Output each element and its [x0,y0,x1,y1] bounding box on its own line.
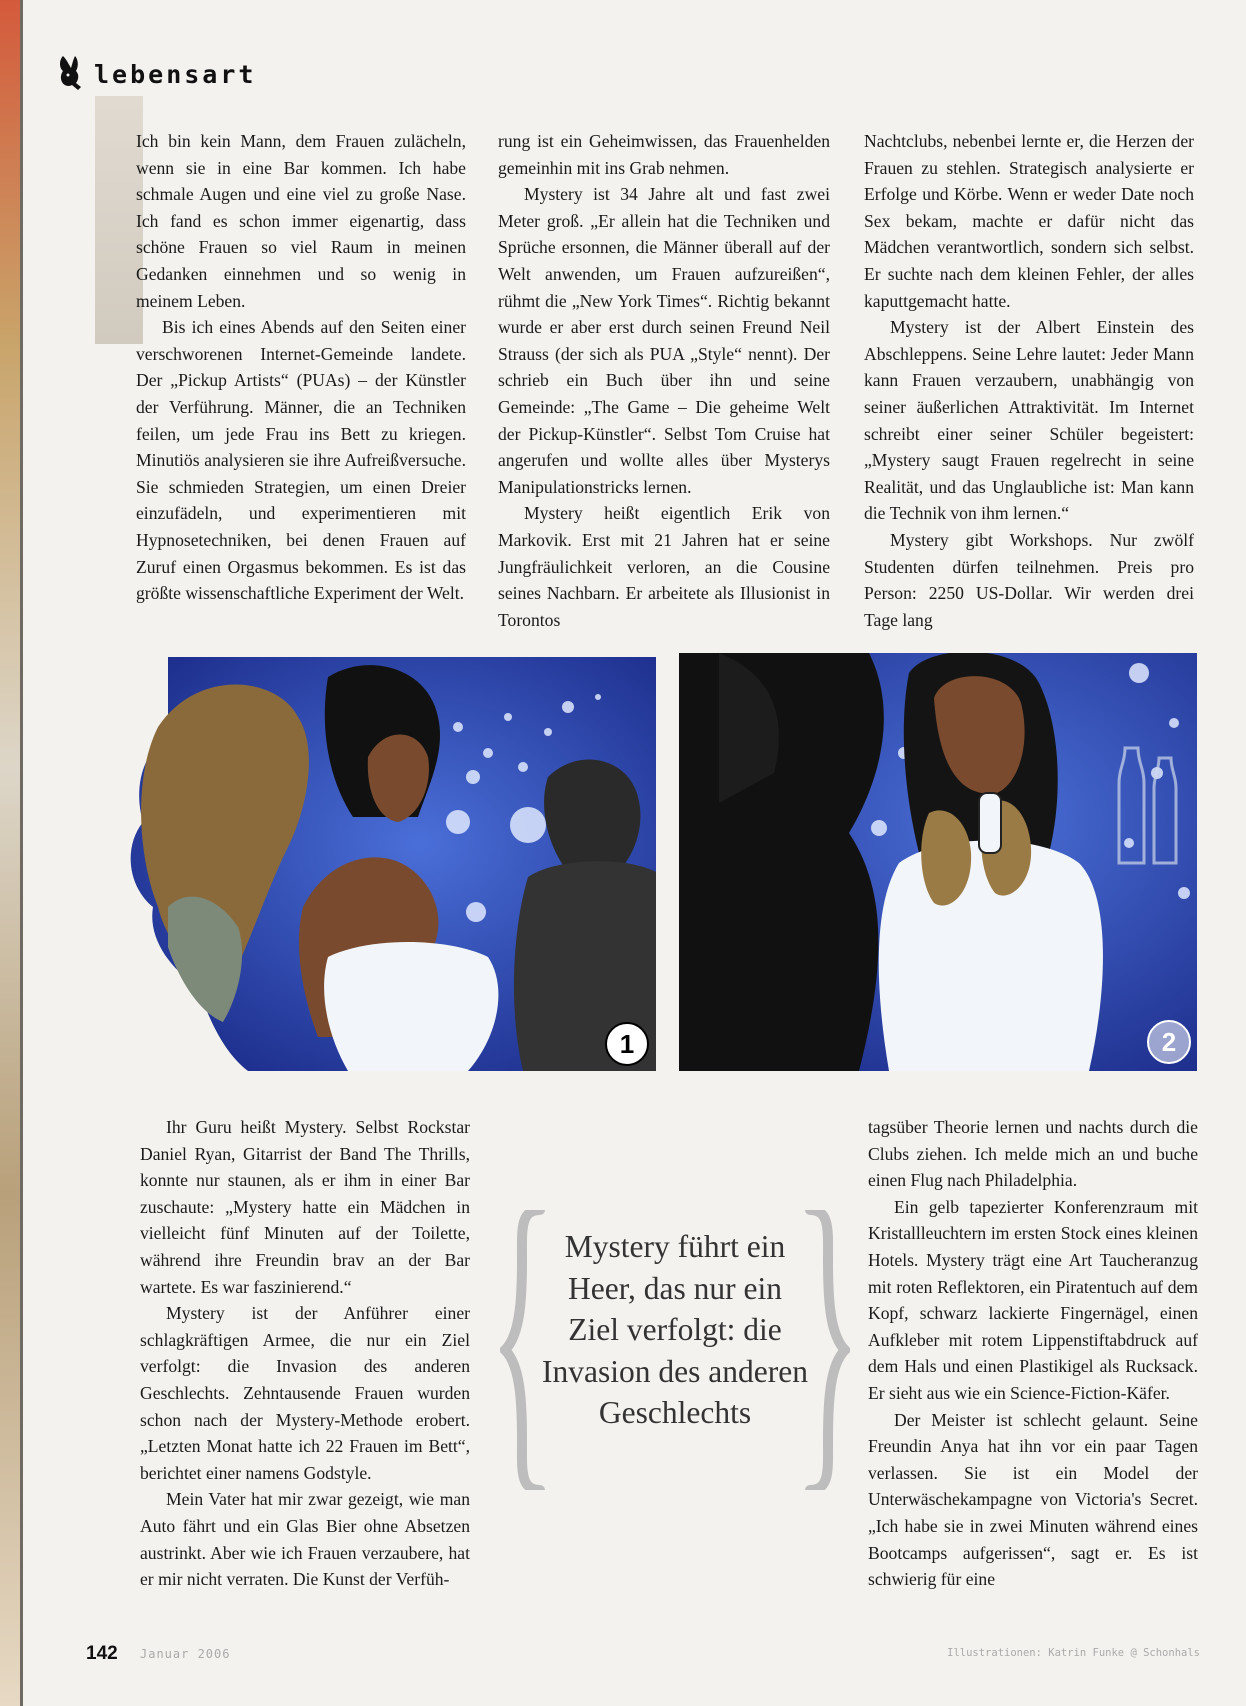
illustration-bar-scene-1 [128,657,656,1071]
column-6 [868,1114,1198,1593]
page-edge-line [20,0,23,1706]
paragraph: Mystery ist 34 Jahre alt und fast zwei Meter groß. „Er allein hat die Techniken und Sprüche ersonnen, die Männer überall auf der Welt anwenden, um Frauen aufzureißen“, rühmt die „New York Times“. Richtig bekannt wurde er aber erst durch seinen Freund Neil Strauss (der sich als PUA „Style“ nennt). Der schrieb ein Buch über ihn und seine Gemeinde: „The Game – Die geheime Welt der Pickup-Künstler“. Selbst Tom Cruise hat angerufen und wollte alles über Mysterys Manipulationstricks lernen. [498,184,830,497]
illustration-credit: Illustrationen: Katrin Funke @ Schonhals [947,1647,1200,1659]
bunny-logo-icon [54,54,88,94]
illustration-panel-1 [128,657,656,1071]
illustration-panel-2 [679,653,1197,1071]
paragraph: Ein gelb tapezierter Konferenzraum mit Kristallleuchtern im ersten Stock eines kleinen Hotels. Mystery trägt eine Art Taucheranzug mit roten Reflektoren, ein Piratentuch auf dem Kopf, schwarz lackierte Fingernägel, einen Aufkleber mit rotem Lippenstiftabdruck auf dem Hals und einen Plastikigel als Rucksack. Er sieht aus wie ein Science-Fiction-Käfer. [868,1196,1198,1403]
section-header [54,54,256,94]
panel-number-badge: 1 [605,1022,649,1066]
paragraph: Der Meister ist schlecht gelaunt. Seine Freundin Anya hat ihn vor ein paar Tagen verlassen. Sie ist ein Model der Unterwäschekampagne von Victoria's Secret. „Ich habe sie in zwei Minuten während eines Bootcamps aufgerissen“, sagt er. Es ist schwierig für eine [868,1409,1198,1590]
paragraph: Ihr Guru heißt Mystery. Selbst Rockstar Daniel Ryan, Gitarrist der Band The Thrills, konnte nur staunen, als er ihm in einer Bar zuschaute: „Mystery hatte ein Mädchen in vielleicht fünf Minuten auf der Toilette, während ihre Freundin brav an der Bar wartete. Es war faszinierend.“ [140,1117,470,1297]
paragraph: Ich bin kein Mann, dem Frauen zulächeln, wenn sie in eine Bar kommen. Ich habe schmale Augen und eine viel zu große Nase. Ich fand es schon immer eigenartig, dass schöne Frauen so viel Raum in meinen Gedanken einnehmen und so wenig in meinem Leben. [136,131,466,311]
column-2 [498,128,830,633]
paragraph: rung ist ein Geheimwissen, das Frauenhelden gemeinhin mit ins Grab nehmen. [498,131,830,178]
column-1 [136,128,466,607]
paragraph: Mein Vater hat mir zwar gezeigt, wie man Auto fährt und ein Glas Bier ohne Absetzen austrinkt. Aber wie ich Frauen verzaubere, hat er mir nicht verraten. Die Kunst der Verfüh- [140,1489,470,1590]
pull-quote-text: Mystery führt ein Heer, das nur ein Ziel verfolgt: die Invasion des anderen Geschlechts [542,1229,808,1430]
pull-quote [500,1210,850,1490]
column-4 [140,1114,470,1593]
illustration-bar-scene-2 [679,653,1197,1071]
paragraph: Mystery gibt Workshops. Nur zwölf Studenten dürfen teilnehmen. Preis pro Person: 2250 US-Dollar. Wir werden drei Tage lang [864,529,1194,630]
page-number: 142 [86,1643,118,1664]
paragraph: Bis ich eines Abends auf den Seiten einer verschworenen Internet-Gemeinde landete. Der „Pickup Artists“ (PUAs) – der Künstler der Verführung. Männer, die an Techniken feilen, um jede Frau ins Bett zu kriegen. Minutiös analysieren sie ihre Aufreißversuche. Sie schmieden Strategien, um einen Dreier einzufädeln, und experimentieren mit Hypnosetechniken, bei denen Frauen auf Zuruf einen Orgasmus bekommen. Es ist das größte wissenschaftliche Experiment der Welt. [136,317,466,604]
paragraph: Nachtclubs, nebenbei lernte er, die Herzen der Frauen zu stehlen. Strategisch analysierte er Erfolge und Körbe. Wenn er weder Date noch Sex bekam, machte er dafür nicht das Mädchen verantwortlich, sondern sich selbst. Er suchte nach dem kleinen Fehler, der alles kaputtgemacht hatte. [864,131,1194,311]
paragraph: Mystery heißt eigentlich Erik von Markovik. Erst mit 21 Jahren hat er seine Jungfräulichkeit verloren, an die Cousine seines Nachbarn. Er arbeitete als Illusionist in Torontos [498,503,830,630]
page-edge-strip [0,0,20,1706]
column-3 [864,128,1194,633]
paragraph: Mystery ist der Anführer einer schlagkräftigen Armee, die nur ein Ziel verfolgt: die Invasion des anderen Geschlechts. Zehntausende Frauen wurden schon nach der Mystery-Methode erobert. „Letzten Monat hatte ich 22 Frauen im Bett“, berichtet einer namens Godstyle. [140,1303,470,1483]
paragraph: Mystery ist der Albert Einstein des Abschleppens. Seine Lehre lautet: Jeder Mann kann Frauen verzaubern, unabhängig von seiner äußerlichen Attraktivität. Im Internet schreibt einer seiner Schüler begeistert: „Mystery saugt Frauen regelrecht in seine Realität, und das Unglaubliche ist: Man kann die Technik von ihm lernen.“ [864,317,1194,524]
panel-number-badge: 2 [1147,1020,1191,1064]
paragraph: tagsüber Theorie lernen und nachts durch die Clubs ziehen. Ich melde mich an und buche einen Flug nach Philadelphia. [868,1117,1198,1191]
issue-date: Januar 2006 [140,1647,231,1661]
section-title: lebensart [94,59,257,89]
